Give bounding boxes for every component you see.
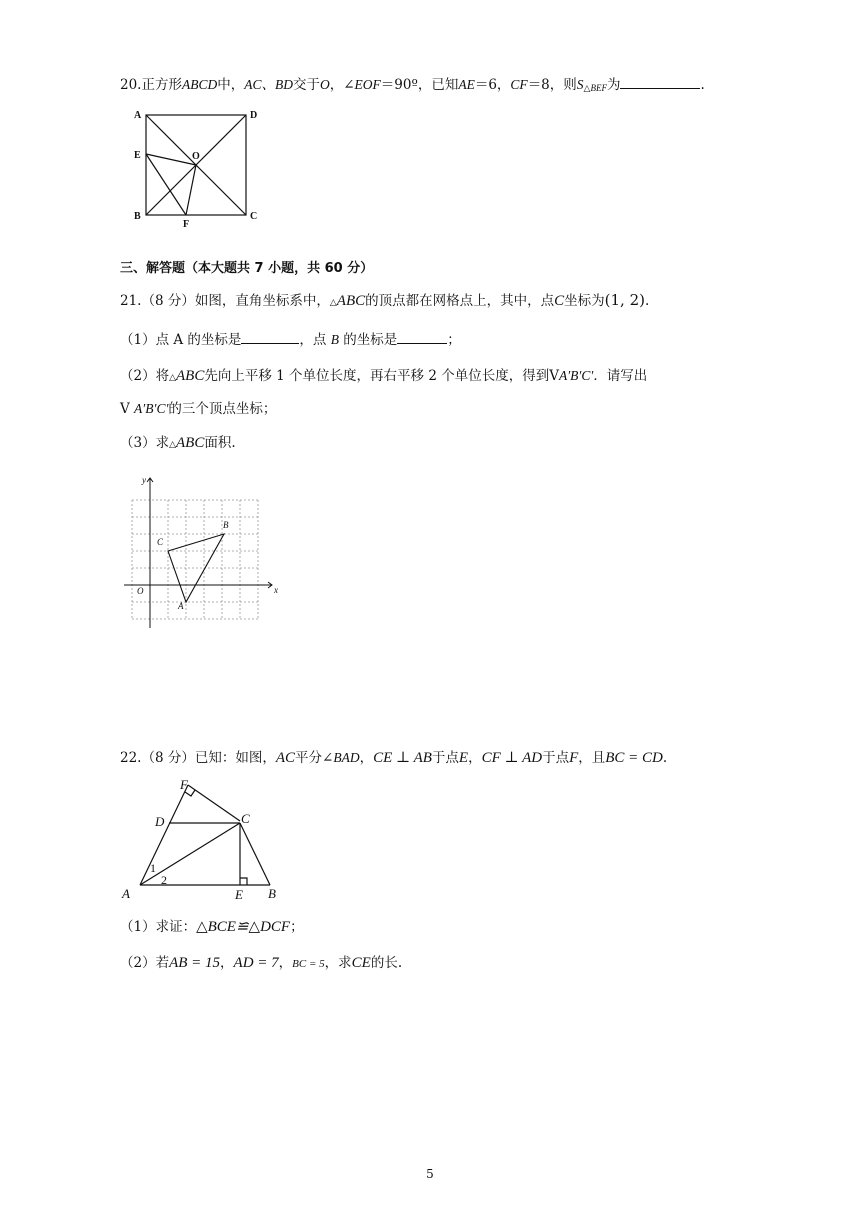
label-c: C <box>241 811 250 826</box>
label-b: B <box>268 886 276 901</box>
grid-lines <box>132 500 260 619</box>
page-number: 5 <box>426 1167 434 1181</box>
label-b: B <box>134 211 141 222</box>
label-d: D <box>155 814 165 829</box>
q21-part2: （2）将△ABC先向上平移 1 个单位长度，再右平移 2 个单位长度，得到VA′B′C′．请写出 <box>120 368 648 384</box>
label-d: D <box>250 110 258 121</box>
right-angle-e <box>240 878 247 885</box>
label-e: E <box>134 150 141 161</box>
label-origin: O <box>137 586 144 596</box>
answer-blank <box>620 76 700 89</box>
label-e: E <box>235 887 243 902</box>
q21-part3: （3）求△ABC面积. <box>120 435 236 451</box>
label-o: O <box>192 151 200 162</box>
q22-intro: 22.（8 分）已知：如图，AC平分∠BAD，CE ⊥ AB于点E，CF ⊥ AD于点F，且BC = CD. <box>120 750 668 766</box>
label-f: F <box>180 777 188 792</box>
answer-blank-a <box>241 331 299 344</box>
segment-ef <box>146 154 186 215</box>
q22-part1: （1）求证：△BCE≌△DCF； <box>120 919 304 935</box>
label-f: F <box>183 219 190 230</box>
q21-part1: （1）点 A 的坐标是 ，点 B 的坐标是 ； <box>120 332 461 348</box>
section-3-title: 三、解答题（本大题共 7 小题，共 60 分） <box>120 261 374 276</box>
angle-2-label: 2 <box>161 873 167 887</box>
segment-eo <box>146 154 196 165</box>
segment-of <box>186 165 196 215</box>
label-y: y <box>142 475 146 485</box>
answer-blank-b <box>397 331 447 344</box>
q20-text: 20.正方形ABCD中，AC、BD交于O，∠EOF＝90º，已知AE＝6，CF＝8，则$S_{\triangle BEF}$为 . <box>120 77 705 93</box>
q21-coordinate-grid <box>120 470 290 630</box>
label-a: A <box>134 110 142 121</box>
q21-intro: 21.（8 分）如图，直角坐标系中，△ABC的顶点都在网格点上，其中，点C坐标为(1, 2). <box>120 291 650 309</box>
label-b: B <box>223 520 229 530</box>
angle-1-label: 1 <box>150 861 156 875</box>
label-a: A <box>122 886 130 901</box>
segment-cb <box>240 823 270 885</box>
label-x: x <box>274 585 278 595</box>
q21-part2-line2: V A′B′C′的三个顶点坐标； <box>120 401 277 417</box>
q22-quadrilateral-figure <box>120 775 290 905</box>
label-c: C <box>157 537 164 547</box>
label-a: A <box>178 601 184 611</box>
label-c: C <box>250 211 258 222</box>
segment-fc <box>188 785 240 821</box>
q22-part2: （2）若AB = 15，AD = 7，BC = 5，求CE的长. <box>120 955 403 971</box>
q20-square-figure <box>130 108 290 228</box>
